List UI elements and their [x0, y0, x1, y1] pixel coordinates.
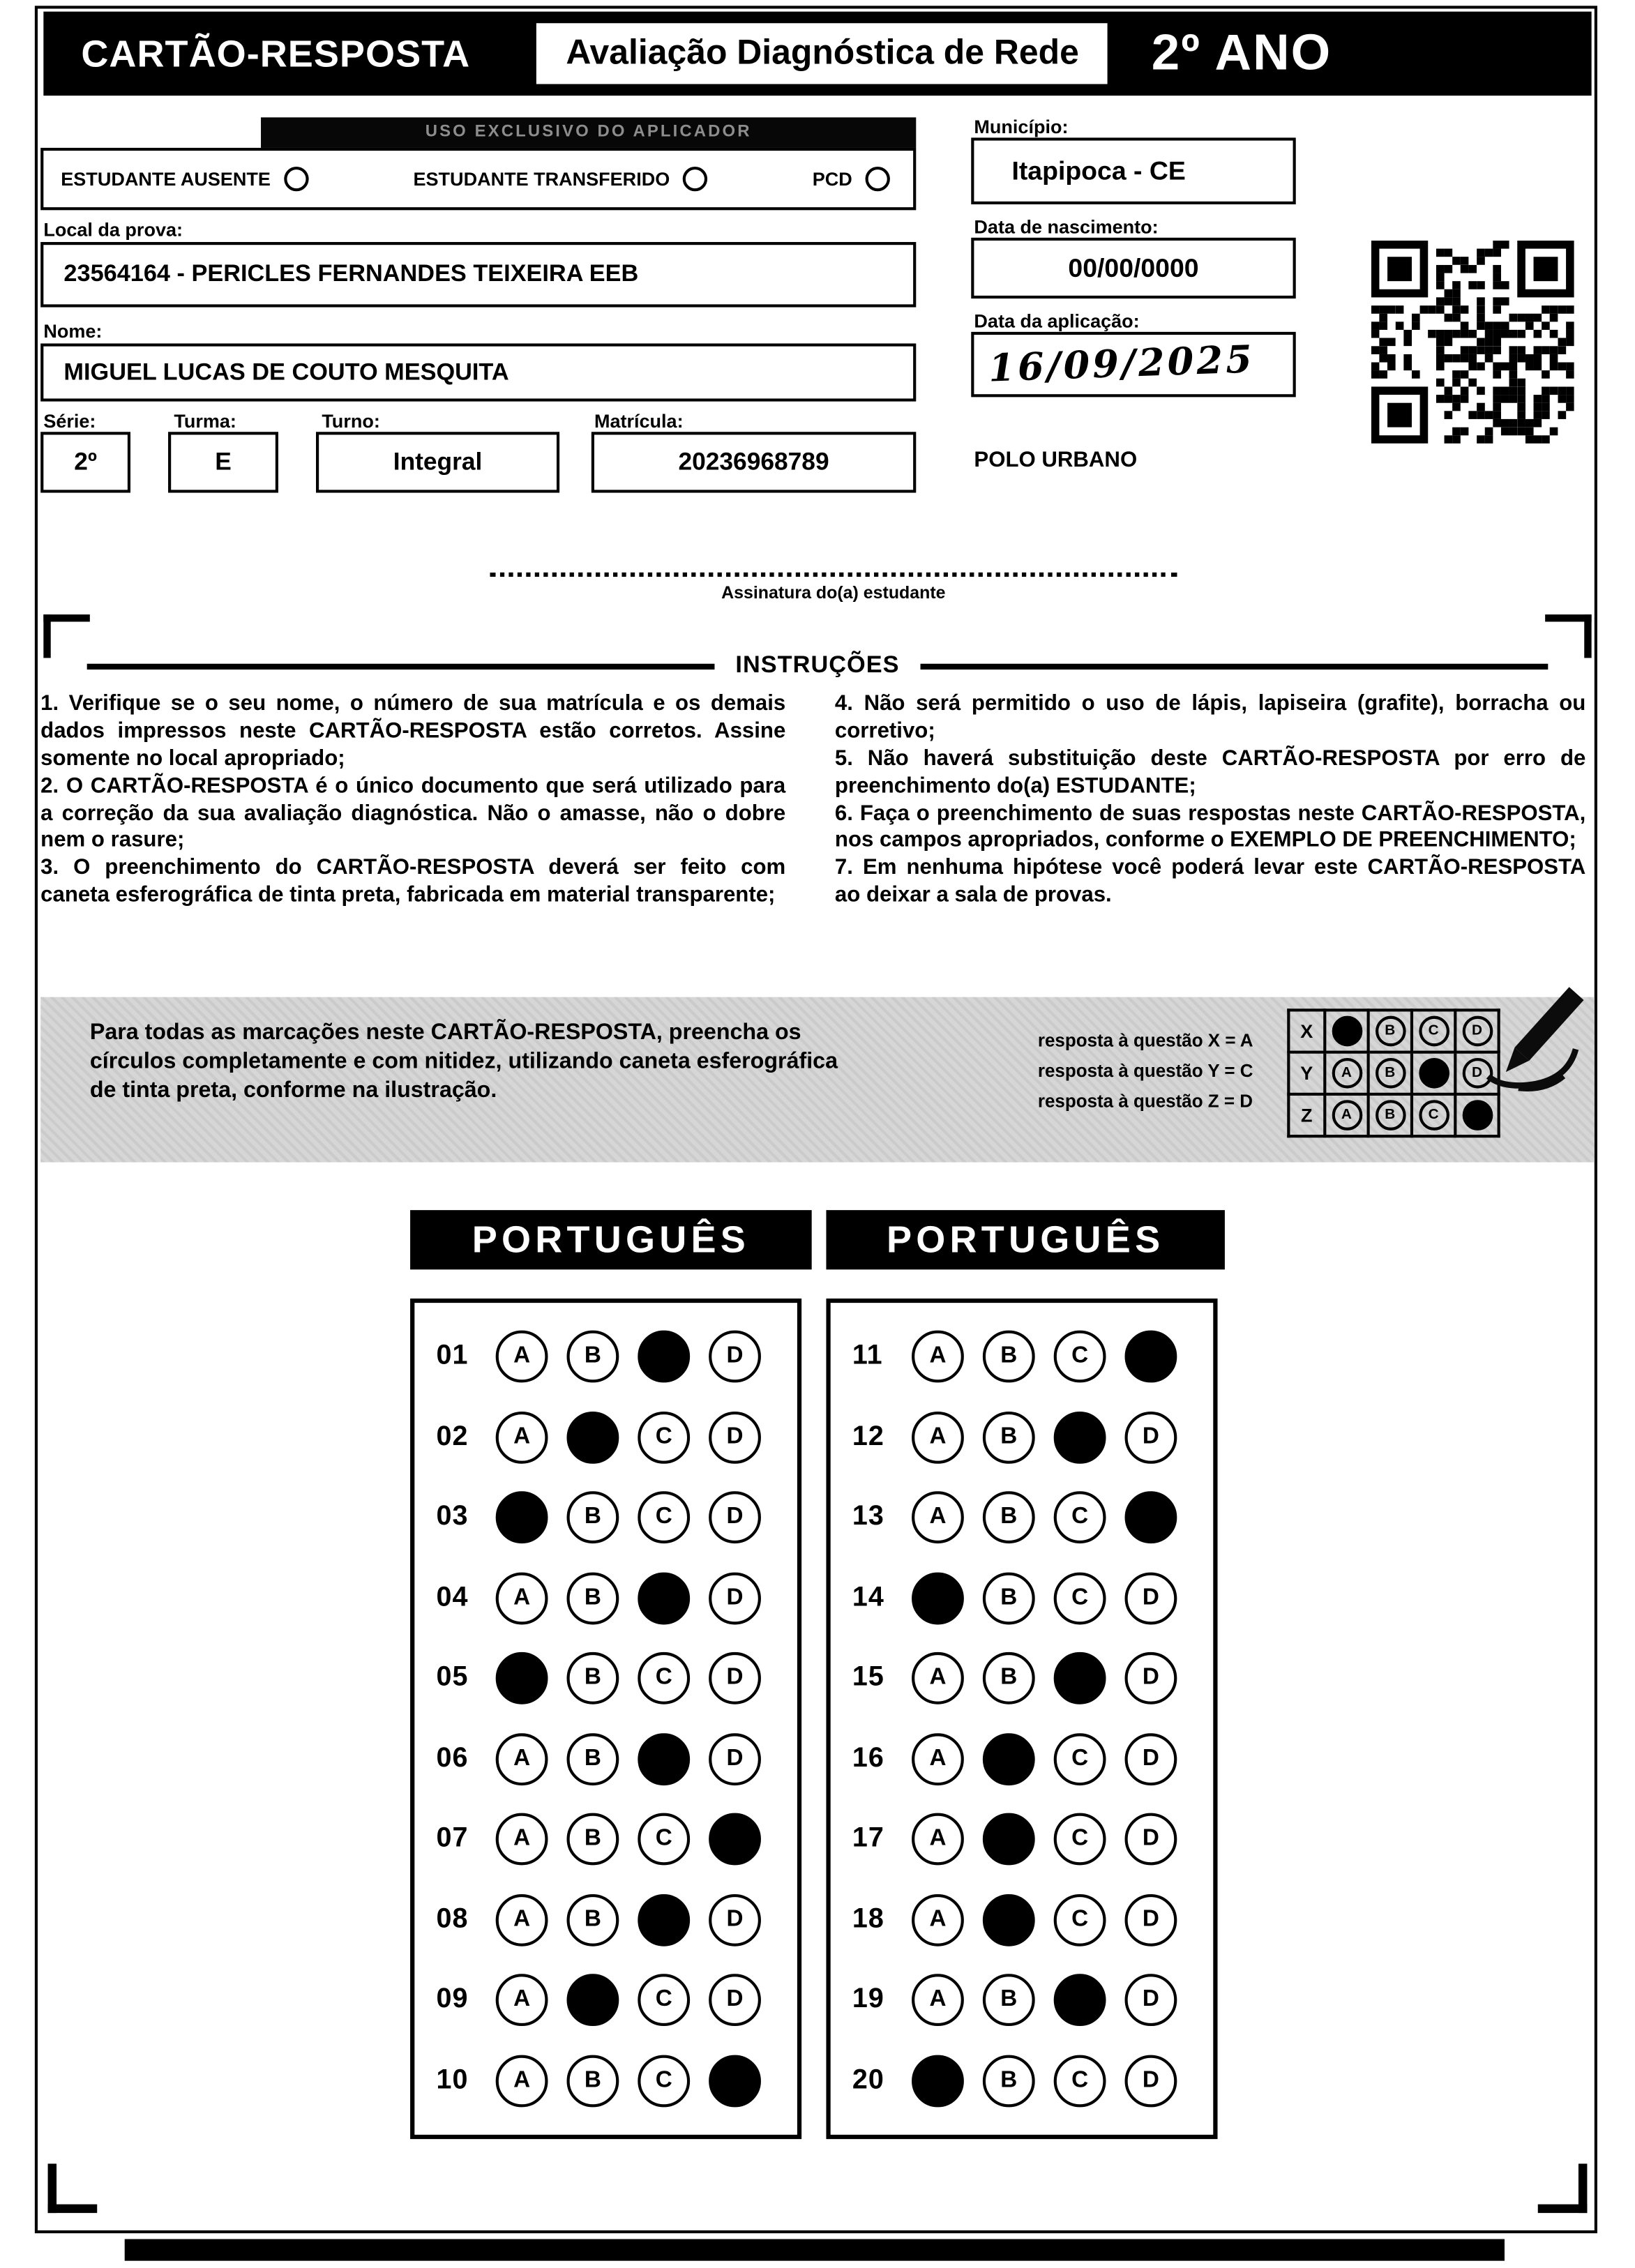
answer-bubble-b[interactable]: B	[983, 1893, 1035, 1946]
example-row-label: Y	[1288, 1052, 1325, 1094]
serie-value: 2º	[74, 448, 97, 476]
serie-box	[40, 432, 130, 492]
answer-bubble-c[interactable]: C	[1054, 2055, 1106, 2107]
answer-bubble-a[interactable]: A	[496, 1893, 548, 1946]
answer-bubble-a[interactable]: A	[496, 1974, 548, 2026]
signature-line[interactable]	[490, 573, 1177, 577]
subject-header-1: PORTUGUÊS	[410, 1210, 812, 1269]
answer-bubble-b[interactable]: B	[566, 1331, 619, 1384]
answer-bubble-c[interactable]: C	[638, 1572, 690, 1624]
answer-bubble-b[interactable]: B	[566, 1813, 619, 1866]
instruction-item: 5. Não haverá substituição deste CARTÃO-RESPOSTA por erro de preenchimento do(a) ESTUDANTE;	[834, 746, 1586, 799]
nome-value: MIGUEL LUCAS DE COUTO MESQUITA	[63, 358, 509, 385]
question-number: 15	[852, 1663, 884, 1693]
answer-bubble-b[interactable]: B	[566, 1974, 619, 2026]
legend-line: resposta à questão Z = D	[1037, 1091, 1253, 1112]
example-bubble-d: D	[1462, 1058, 1493, 1089]
answer-bubble-d[interactable]: D	[1125, 1652, 1177, 1704]
answer-bubble-c[interactable]: C	[1054, 1412, 1106, 1464]
question-number: 08	[436, 1903, 469, 1935]
answer-bubble-a[interactable]: A	[496, 1412, 548, 1464]
answer-bubble-c[interactable]: C	[1054, 1331, 1106, 1384]
answer-bubble-a[interactable]: A	[912, 1893, 964, 1946]
turno-box	[316, 432, 559, 492]
example-row-label: Z	[1288, 1094, 1325, 1136]
question-number: 11	[852, 1341, 883, 1372]
example-bubble-b: B	[1375, 1016, 1406, 1047]
question-row	[831, 1572, 1214, 1624]
question-number: 03	[436, 1502, 469, 1533]
answer-bubble-b[interactable]: B	[983, 1492, 1035, 1544]
answer-bubble-d[interactable]: D	[709, 1652, 761, 1704]
question-number: 10	[436, 2064, 469, 2095]
example-cell	[1325, 1052, 1368, 1094]
answer-bubble-b[interactable]: B	[566, 1492, 619, 1544]
example-row-label: X	[1288, 1010, 1325, 1052]
nome-label: Nome:	[43, 320, 103, 342]
applicator-exclusive-bar: USO EXCLUSIVO DO APLICADOR	[261, 117, 916, 148]
question-row	[831, 1412, 1214, 1464]
answer-bubble-b[interactable]: B	[983, 1652, 1035, 1704]
question-number: 14	[852, 1582, 884, 1613]
instructions-right-column	[835, 691, 1585, 910]
answer-bubble-c[interactable]: C	[1054, 1572, 1106, 1624]
question-number: 19	[852, 1983, 884, 2015]
answer-bubble-b[interactable]: B	[983, 1733, 1035, 1785]
answer-bubble-b[interactable]: B	[983, 1572, 1035, 1624]
answer-bubble-a[interactable]: A	[496, 1572, 548, 1624]
question-row	[831, 1974, 1214, 2026]
answer-bubble-c[interactable]: C	[638, 1733, 690, 1785]
instructions-title: INSTRUÇÕES	[735, 652, 900, 679]
question-number: 12	[852, 1421, 884, 1452]
answer-bubble-a[interactable]: A	[496, 1652, 548, 1704]
fill-example-legend	[1038, 1030, 1253, 1121]
question-row	[414, 1652, 797, 1704]
question-row	[414, 1974, 797, 2026]
serie-label: Série:	[43, 410, 96, 432]
answer-bubble-d[interactable]: D	[709, 1572, 761, 1624]
question-row	[831, 1733, 1214, 1785]
instructions-left-column	[40, 691, 785, 910]
answer-bubble-d[interactable]: D	[709, 1893, 761, 1946]
example-bubble-c: C	[1418, 1100, 1449, 1131]
qr-code	[1371, 241, 1574, 444]
answer-bubble-c[interactable]: C	[638, 2055, 690, 2107]
question-row	[831, 1331, 1214, 1384]
header-bar	[43, 12, 1591, 96]
option-estudante-ausente	[61, 167, 308, 191]
instruction-item: 3. O preenchimento do CARTÃO-RESPOSTA deverá ser feito com caneta esferográfica de tinta preta, fabricada em material transparente;	[40, 855, 786, 908]
municipio-label: Município:	[974, 116, 1069, 138]
instruction-item: 1. Verifique se o seu nome, o número de sua matrícula e os demais dados impressos neste CARTÃO-RESPOSTA estão corretos. Assine somente no local apropriado;	[40, 691, 786, 771]
question-row	[414, 1492, 797, 1544]
answer-bubble-d[interactable]: D	[1125, 1813, 1177, 1866]
answer-bubble-c[interactable]: C	[1054, 1974, 1106, 2026]
example-cell	[1412, 1010, 1455, 1052]
timing-mark-bar	[125, 2239, 1505, 2261]
polo-label: POLO URBANO	[974, 448, 1138, 473]
question-row	[414, 1572, 797, 1624]
turma-box	[168, 432, 278, 492]
turma-value: E	[215, 448, 232, 476]
local-prova-label: Local da prova:	[43, 218, 183, 241]
answer-bubble-a[interactable]: A	[912, 1974, 964, 2026]
answer-bubble-c[interactable]: C	[1054, 1652, 1106, 1704]
pcd-bubble[interactable]	[866, 167, 890, 191]
estudante-transferido-bubble[interactable]	[683, 167, 707, 191]
answer-bubble-d[interactable]: D	[1125, 1492, 1177, 1544]
example-bubble-a: A	[1332, 1100, 1362, 1131]
example-bubble-d: D	[1462, 1100, 1493, 1131]
answer-bubble-d[interactable]: D	[709, 1331, 761, 1384]
question-row	[831, 2055, 1214, 2107]
answer-bubble-a[interactable]: A	[912, 1412, 964, 1464]
answer-bubble-c[interactable]: C	[638, 1492, 690, 1544]
answers-box-2	[826, 1299, 1217, 2139]
instruction-item: 6. Faça o preenchimento de suas respostas neste CARTÃO-RESPOSTA, nos campos apropriados, conforme o EXEMPLO DE PREENCHIMENTO;	[834, 801, 1586, 853]
question-row	[414, 1412, 797, 1464]
nascimento-box	[971, 238, 1295, 298]
answer-bubble-c[interactable]: C	[638, 1974, 690, 2026]
applicator-options-box	[40, 148, 916, 210]
answer-bubble-b[interactable]: B	[983, 1974, 1035, 2026]
nome-box	[40, 343, 916, 401]
option-label: PCD	[812, 168, 852, 190]
question-row	[414, 1331, 797, 1384]
question-number: 18	[852, 1903, 884, 1935]
example-cell	[1369, 1094, 1412, 1136]
local-prova-box	[40, 242, 916, 308]
instructions-header	[87, 652, 1549, 679]
example-cell	[1412, 1094, 1455, 1136]
rule-right	[920, 663, 1549, 669]
question-number: 20	[852, 2064, 884, 2095]
nascimento-label: Data de nascimento:	[974, 216, 1159, 238]
instruction-item: 2. O CARTÃO-RESPOSTA é o único documento que será utilizado para a correção da sua avaliação diagnóstica. Não o amasse, não o dobre nem o rasure;	[40, 773, 786, 853]
subject-header-2: PORTUGUÊS	[826, 1210, 1224, 1269]
example-cell	[1369, 1010, 1412, 1052]
answer-bubble-b[interactable]: B	[566, 1733, 619, 1785]
answer-bubble-a[interactable]: A	[912, 1733, 964, 1785]
question-row	[414, 1733, 797, 1785]
answer-bubble-d[interactable]: D	[1125, 1412, 1177, 1464]
answer-bubble-a[interactable]: A	[912, 1572, 964, 1624]
fill-example-text: Para todas as marcações neste CARTÃO-RESPOSTA, preencha os círculos completamente e com nitidez, utilizando caneta esferográfica de tinta preta, conforme na ilustração.	[89, 1020, 838, 1103]
nascimento-value: 00/00/0000	[1068, 252, 1199, 282]
answer-bubble-d[interactable]: D	[709, 1733, 761, 1785]
instruction-item: 4. Não será permitido o uso de lápis, lapiseira (grafite), borracha ou corretivo;	[834, 691, 1586, 743]
question-row	[414, 1893, 797, 1946]
answers-box-1	[410, 1299, 801, 2139]
answer-bubble-b[interactable]: B	[566, 2055, 619, 2107]
question-number: 06	[436, 1743, 469, 1774]
answer-bubble-a[interactable]: A	[912, 1813, 964, 1866]
answer-bubble-d[interactable]: D	[709, 1813, 761, 1866]
instruction-item: 7. Em nenhuma hipótese você poderá levar este CARTÃO-RESPOSTA ao deixar a sala de provas.	[834, 855, 1586, 908]
answer-bubble-c[interactable]: C	[638, 1652, 690, 1704]
answer-bubble-b[interactable]: B	[566, 1572, 619, 1624]
question-number: 07	[436, 1823, 469, 1854]
option-label: ESTUDANTE TRANSFERIDO	[413, 168, 670, 190]
legend-line: resposta à questão Y = C	[1037, 1061, 1253, 1082]
question-row	[414, 1813, 797, 1866]
answer-bubble-b[interactable]: B	[983, 2055, 1035, 2107]
answer-bubble-d[interactable]: D	[709, 2055, 761, 2107]
question-number: 04	[436, 1582, 469, 1613]
example-bubble-b: B	[1375, 1100, 1406, 1131]
answer-bubble-a[interactable]: A	[496, 2055, 548, 2107]
matricula-value: 20236968789	[678, 448, 829, 476]
answer-bubble-c[interactable]: C	[638, 1813, 690, 1866]
answer-bubble-c[interactable]: C	[1054, 1893, 1106, 1946]
question-row	[414, 2055, 797, 2107]
municipio-box	[971, 137, 1295, 204]
question-number: 05	[436, 1663, 469, 1693]
option-label: ESTUDANTE AUSENTE	[61, 168, 271, 190]
example-cell	[1325, 1010, 1368, 1052]
answer-bubble-c[interactable]: C	[1054, 1492, 1106, 1544]
answer-bubble-b[interactable]: B	[566, 1652, 619, 1704]
example-cell	[1369, 1052, 1412, 1094]
registration-mark-left	[43, 614, 89, 658]
answer-bubble-a[interactable]: A	[496, 1733, 548, 1785]
question-row	[831, 1893, 1214, 1946]
answer-bubble-b[interactable]: B	[983, 1331, 1035, 1384]
grade-label: 2º ANO	[1151, 24, 1332, 82]
answer-bubble-d[interactable]: D	[709, 1974, 761, 2026]
registration-mark-bottom-right	[1538, 2163, 1588, 2213]
example-cell	[1412, 1052, 1455, 1094]
question-row	[831, 1813, 1214, 1866]
answer-bubble-a[interactable]: A	[496, 1331, 548, 1384]
answer-bubble-c[interactable]: C	[638, 1412, 690, 1464]
answer-bubble-c[interactable]: C	[638, 1331, 690, 1384]
answer-bubble-c[interactable]: C	[638, 1893, 690, 1946]
aplicacao-box	[971, 332, 1295, 398]
option-estudante-transferido	[414, 167, 708, 191]
answer-bubble-d[interactable]: D	[1125, 1331, 1177, 1384]
answer-bubble-d[interactable]: D	[1125, 1572, 1177, 1624]
answer-bubble-d[interactable]: D	[709, 1492, 761, 1544]
answer-bubble-d[interactable]: D	[709, 1412, 761, 1464]
municipio-value: Itapipoca - CE	[1011, 156, 1186, 185]
answer-bubble-a[interactable]: A	[496, 1492, 548, 1544]
answer-bubble-c[interactable]: C	[1054, 1813, 1106, 1866]
matricula-label: Matrícula:	[594, 410, 684, 432]
exam-title: Avaliação Diagnóstica de Rede	[537, 23, 1108, 84]
local-prova-value: 23564164 - PERICLES FERNANDES TEIXEIRA EEB	[63, 261, 639, 287]
answer-bubble-a[interactable]: A	[912, 1331, 964, 1384]
question-number: 17	[852, 1823, 884, 1854]
rule-left	[87, 663, 716, 669]
answer-bubble-d[interactable]: D	[1125, 2055, 1177, 2107]
aplicacao-handwritten-value: 16/09/2025	[988, 338, 1256, 391]
example-bubble-b: B	[1375, 1058, 1406, 1089]
estudante-ausente-bubble[interactable]	[284, 167, 308, 191]
aplicacao-label: Data da aplicação:	[974, 310, 1140, 332]
legend-line: resposta à questão X = A	[1037, 1030, 1253, 1051]
answer-bubble-a[interactable]: A	[912, 2055, 964, 2107]
answer-bubble-d[interactable]: D	[1125, 1974, 1177, 2026]
fill-example-box	[40, 997, 1595, 1163]
answer-bubble-b[interactable]: B	[983, 1813, 1035, 1866]
example-bubble-c: C	[1418, 1016, 1449, 1047]
example-bubble-d: D	[1462, 1016, 1493, 1047]
question-number: 13	[852, 1502, 884, 1533]
question-row	[831, 1492, 1214, 1544]
registration-mark-bottom-left	[48, 2163, 98, 2213]
turma-label: Turma:	[174, 410, 236, 432]
example-cell	[1325, 1094, 1368, 1136]
example-bubble-a: A	[1332, 1058, 1362, 1089]
question-number: 01	[436, 1341, 469, 1372]
option-pcd	[813, 167, 890, 191]
answer-bubble-a[interactable]: A	[496, 1813, 548, 1866]
turno-value: Integral	[393, 448, 483, 476]
matricula-box	[592, 432, 916, 492]
card-title: CARTÃO-RESPOSTA	[81, 31, 471, 75]
turno-label: Turno:	[322, 410, 380, 432]
signature-label: Assinatura do(a) estudante	[721, 582, 946, 603]
answer-bubble-d[interactable]: D	[1125, 1733, 1177, 1785]
example-bubble-c: C	[1418, 1058, 1449, 1089]
question-number: 16	[852, 1743, 884, 1774]
answer-bubble-c[interactable]: C	[1054, 1733, 1106, 1785]
registration-mark-right	[1545, 614, 1591, 658]
question-number: 02	[436, 1421, 469, 1452]
answer-bubble-d[interactable]: D	[1125, 1893, 1177, 1946]
question-number: 09	[436, 1983, 469, 2015]
example-bubble-a: A	[1332, 1016, 1362, 1047]
hand-pen-illustration	[1458, 977, 1608, 1128]
answer-bubble-b[interactable]: B	[566, 1412, 619, 1464]
answer-bubble-b[interactable]: B	[983, 1412, 1035, 1464]
answer-bubble-a[interactable]: A	[912, 1652, 964, 1704]
question-row	[831, 1652, 1214, 1704]
answer-bubble-a[interactable]: A	[912, 1492, 964, 1544]
answer-bubble-b[interactable]: B	[566, 1893, 619, 1946]
